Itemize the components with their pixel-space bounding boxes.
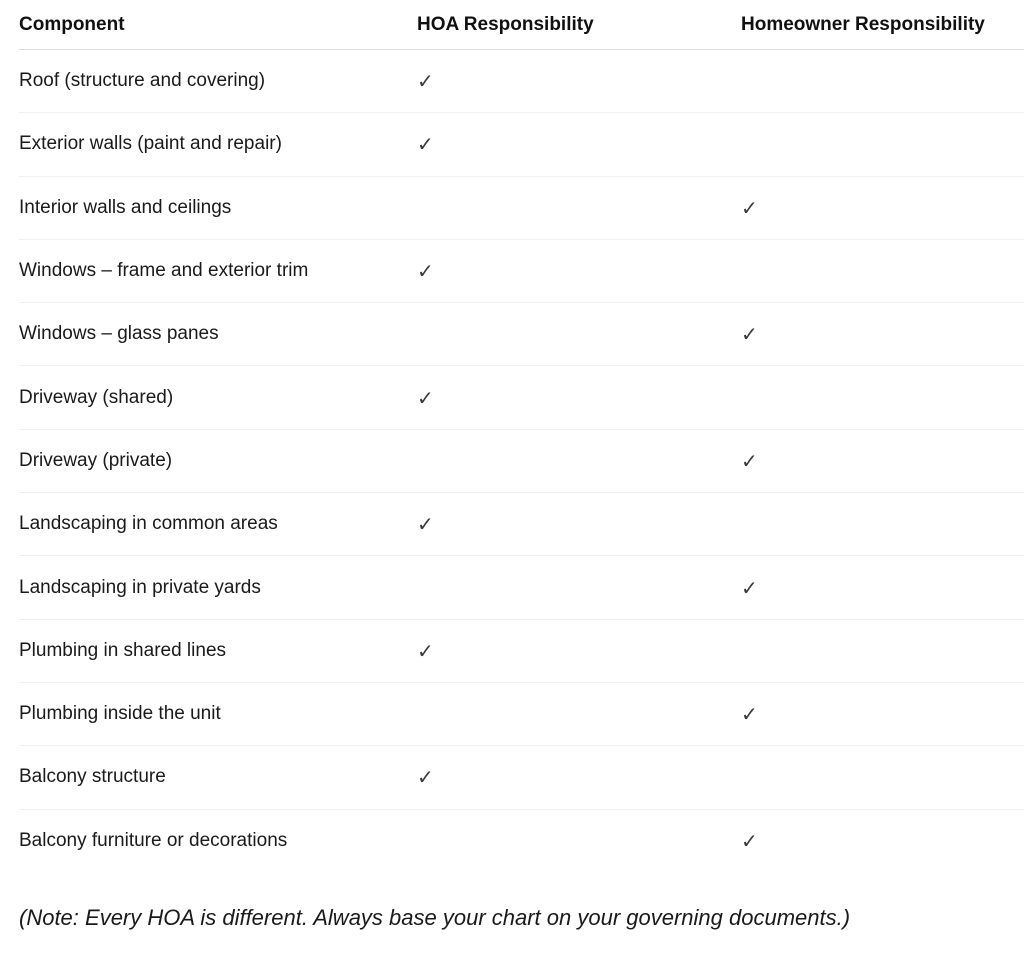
- homeowner-cell: [741, 683, 758, 745]
- header-hoa-responsibility: HOA Responsibility: [417, 13, 594, 35]
- homeowner-cell: [741, 556, 758, 618]
- hoa-cell: [417, 240, 434, 302]
- checkmark-icon: ✓: [741, 195, 758, 220]
- component-cell: Windows – frame and exterior trim: [19, 260, 309, 282]
- hoa-cell: [417, 620, 434, 682]
- checkmark-icon: ✓: [417, 259, 434, 284]
- table-row: [19, 113, 1024, 176]
- table-row: [19, 683, 1024, 746]
- table-row: [19, 810, 1024, 872]
- checkmark-icon: ✓: [741, 702, 758, 727]
- hoa-cell: [417, 50, 434, 112]
- component-cell: Landscaping in private yards: [19, 576, 261, 598]
- component-cell: Windows – glass panes: [19, 323, 219, 345]
- component-cell: Plumbing inside the unit: [19, 703, 221, 725]
- table-header-row: [19, 0, 1024, 50]
- table-body: [19, 50, 1024, 872]
- checkmark-icon: ✓: [417, 385, 434, 410]
- table-row: [19, 620, 1024, 683]
- component-cell: Driveway (shared): [19, 386, 174, 408]
- component-cell: Balcony structure: [19, 766, 166, 788]
- homeowner-cell: [741, 177, 758, 239]
- hoa-cell: [417, 746, 434, 808]
- hoa-cell: [417, 493, 434, 555]
- checkmark-icon: ✓: [417, 512, 434, 537]
- component-cell: Interior walls and ceilings: [19, 196, 232, 218]
- responsibility-table: [19, 0, 1024, 872]
- checkmark-icon: ✓: [741, 575, 758, 600]
- homeowner-cell: [741, 430, 758, 492]
- checkmark-icon: ✓: [417, 765, 434, 790]
- table-row: [19, 430, 1024, 493]
- hoa-cell: [417, 366, 434, 428]
- note-text: (Note: Every HOA is different. Always base your chart on your governing documents.): [19, 905, 851, 930]
- checkmark-icon: ✓: [417, 69, 434, 94]
- table-row: [19, 303, 1024, 366]
- header-homeowner-responsibility: Homeowner Responsibility: [741, 13, 985, 35]
- checkmark-icon: ✓: [417, 132, 434, 157]
- table-row: [19, 177, 1024, 240]
- component-cell: Exterior walls (paint and repair): [19, 133, 282, 155]
- homeowner-cell: [741, 810, 758, 872]
- hoa-cell: [417, 113, 434, 175]
- checkmark-icon: ✓: [417, 638, 434, 663]
- header-component: Component: [19, 13, 125, 35]
- component-cell: Landscaping in common areas: [19, 513, 278, 535]
- component-cell: Plumbing in shared lines: [19, 639, 227, 661]
- checkmark-icon: ✓: [741, 828, 758, 853]
- table-row: [19, 746, 1024, 809]
- component-cell: Driveway (private): [19, 449, 173, 471]
- component-cell: Balcony furniture or decorations: [19, 829, 288, 851]
- component-cell: Roof (structure and covering): [19, 70, 266, 92]
- checkmark-icon: ✓: [741, 322, 758, 347]
- homeowner-cell: [741, 303, 758, 365]
- table-row: [19, 493, 1024, 556]
- table-row: [19, 556, 1024, 619]
- table-row: [19, 240, 1024, 303]
- checkmark-icon: ✓: [741, 448, 758, 473]
- table-row: [19, 366, 1024, 429]
- table-row: [19, 50, 1024, 113]
